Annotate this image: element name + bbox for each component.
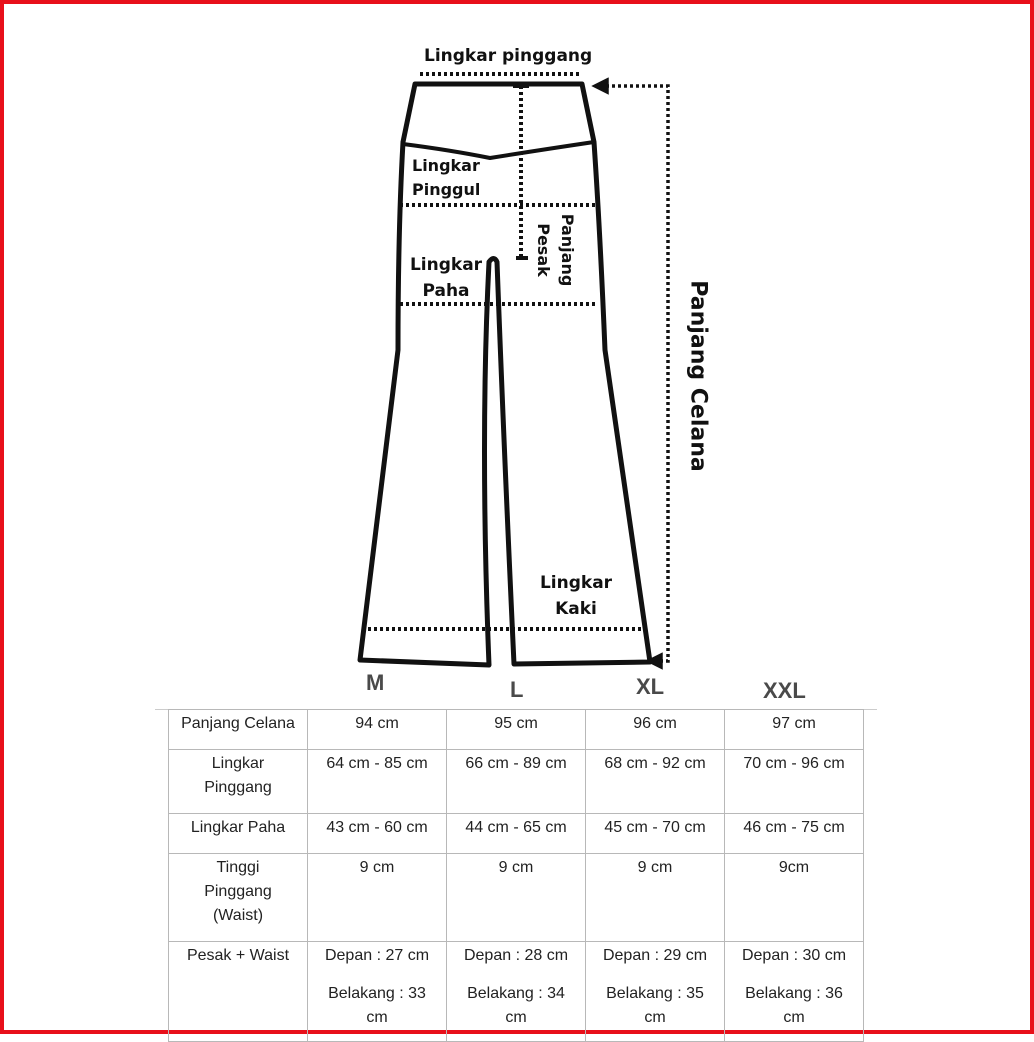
label-lingkar-paha: Lingkar Paha	[409, 255, 483, 301]
table-cell: 64 cm - 85 cm	[308, 750, 447, 814]
label-lingkar-kaki: Lingkar Kaki	[539, 573, 613, 619]
table-cell: 66 cm - 89 cm	[447, 750, 586, 814]
table-cell: 46 cm - 75 cm	[725, 814, 864, 854]
table-cell: Depan : 27 cm Belakang : 33 cm	[308, 942, 447, 1042]
table-cell: 9cm	[725, 854, 864, 942]
table-cell: 45 cm - 70 cm	[586, 814, 725, 854]
table-cell: 44 cm - 65 cm	[447, 814, 586, 854]
table-cell: 9 cm	[308, 854, 447, 942]
row-header: Tinggi Pinggang (Waist)	[169, 854, 308, 942]
table-cell: 95 cm	[447, 710, 586, 750]
table-row	[169, 710, 864, 750]
size-label-xl: XL	[636, 674, 665, 699]
table-cell: 97 cm	[725, 710, 864, 750]
table-row	[169, 854, 864, 942]
row-header: Lingkar Paha	[169, 814, 308, 854]
label-panjang-celana: Panjang Celana	[685, 280, 711, 472]
row-header: Pesak + Waist	[169, 942, 308, 1042]
table-row	[169, 750, 864, 814]
label-lingkar-pinggang: Lingkar pinggang	[424, 46, 593, 66]
size-chart-table	[168, 709, 864, 1042]
table-row	[169, 942, 864, 1042]
table-cell: 70 cm - 96 cm	[725, 750, 864, 814]
table-row	[169, 814, 864, 854]
size-label-l: L	[510, 677, 524, 702]
table-cell: Depan : 28 cm Belakang : 34 cm	[447, 942, 586, 1042]
table-cell: 9 cm	[586, 854, 725, 942]
size-label-xxl: XXL	[763, 678, 806, 703]
size-label-m: M	[366, 670, 385, 695]
row-header: Lingkar Pinggang	[169, 750, 308, 814]
table-cell: 94 cm	[308, 710, 447, 750]
label-panjang-pesak: Panjang Pesak	[534, 213, 577, 287]
table-cell: Depan : 29 cm Belakang : 35 cm	[586, 942, 725, 1042]
table-cell: 9 cm	[447, 854, 586, 942]
table-cell: 68 cm - 92 cm	[586, 750, 725, 814]
row-header: Panjang Celana	[169, 710, 308, 750]
label-lingkar-pinggul: Lingkar Pinggul	[412, 156, 481, 199]
table-cell: Depan : 30 cm Belakang : 36 cm	[725, 942, 864, 1042]
table-cell: 43 cm - 60 cm	[308, 814, 447, 854]
table-cell: 96 cm	[586, 710, 725, 750]
